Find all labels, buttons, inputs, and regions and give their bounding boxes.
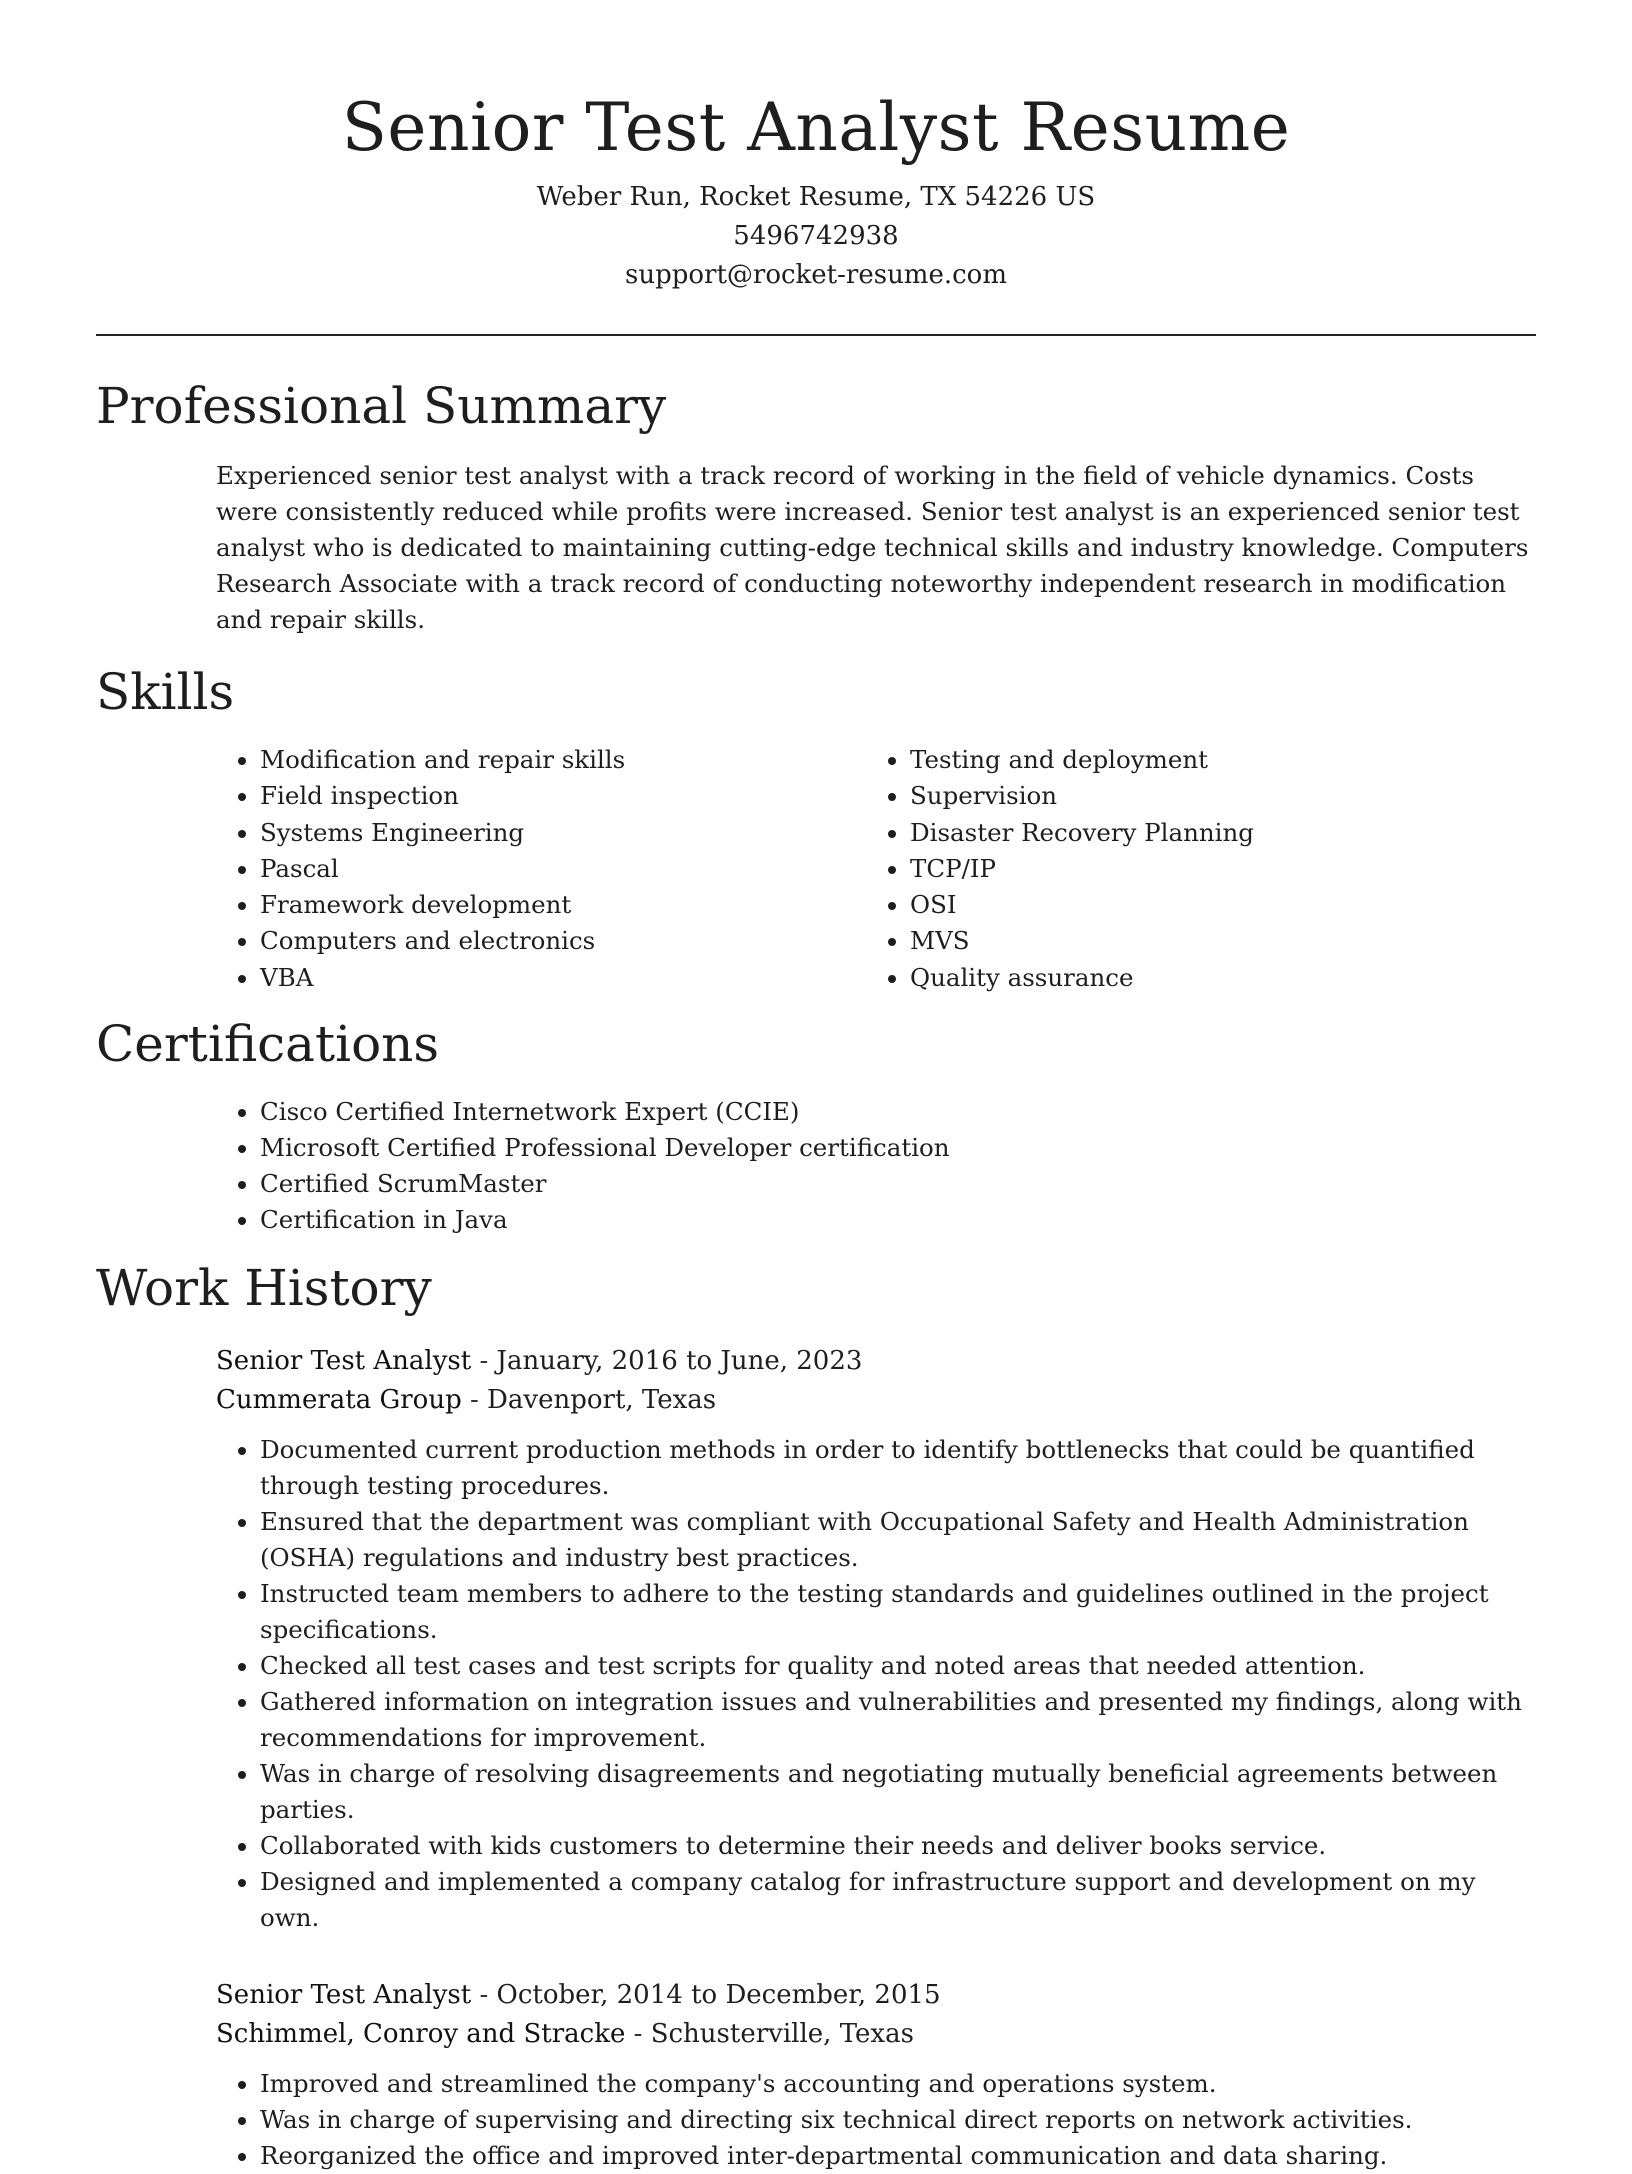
job-bullet: • Improved and streamlined the company's accounting and operations system. <box>260 2066 1536 2102</box>
summary-text: Experienced senior test analyst with a track record of working in the field of vehicle dynamics. Costs were consistently reduced while profits were increased. Senior test analyst is an experienced senior test analyst who is dedicated to maintaining cutting-edge technical skills and industry knowledge. Computers Research Associate with a track record of conducting noteworthy independent research in modification and repair skills. <box>216 461 1529 634</box>
skills-list-left <box>216 742 866 996</box>
job-entry <box>216 1976 1536 2174</box>
certifications-list <box>216 1094 1536 1238</box>
skills-list-right <box>866 742 1516 996</box>
skills-section <box>96 660 1536 996</box>
skills-heading: Skills <box>96 663 235 721</box>
page-title: Senior Test Analyst Resume <box>341 89 1291 166</box>
work-history-heading: Work History <box>96 1259 432 1318</box>
resume-page <box>96 0 1536 2174</box>
skills-grid <box>216 742 1536 996</box>
skill-item: • TCP/IP <box>910 851 1516 887</box>
job-bullet: • Documented current production methods in order to identify bottlenecks that could be quantified through testing procedures. <box>260 1432 1536 1504</box>
job-company: Schimmel, Conroy and Stracke <box>216 2019 626 2050</box>
contact-address: Weber Run, Rocket Resume, TX 54226 US <box>536 182 1096 212</box>
contact-phone: 5496742938 <box>733 221 899 251</box>
job-bullet: • Ensured that the department was compliant with Occupational Safety and Health Administration (OSHA) regulations and industry best practices. <box>260 1504 1536 1576</box>
skill-item: • Computers and electronics <box>260 923 866 959</box>
job-company: Cummerata Group <box>216 1385 462 1416</box>
skill-item: • Field inspection <box>260 778 866 814</box>
skill-item: • Systems Engineering <box>260 815 866 851</box>
job-bullet: • Instructed team members to adhere to the testing standards and guidelines outlined in the project specifications. <box>260 1576 1536 1648</box>
job-bullet: • Collaborated with kids customers to determine their needs and deliver books service. <box>260 1828 1536 1864</box>
resume-header <box>96 86 1536 336</box>
job-bullet: • Reorganized the office and improved inter-departmental communication and data sharing. <box>260 2138 1536 2174</box>
skill-item: • Testing and deployment <box>910 742 1516 778</box>
job-bullet: • Was in charge of resolving disagreements and negotiating mutually beneficial agreements between parties. <box>260 1756 1536 1828</box>
job-bullet: • Gathered information on integration issues and vulnerabilities and presented my findings, along with recommendations for improvement. <box>260 1684 1536 1756</box>
certifications-section <box>96 1012 1536 1238</box>
job-separator: - <box>461 1385 488 1416</box>
certification-item: • Cisco Certified Internetwork Expert (CCIE) <box>260 1094 1536 1130</box>
professional-summary-section <box>96 374 1536 638</box>
job-title-line <box>216 1976 1536 2015</box>
contact-email: support@rocket-resume.com <box>624 260 1007 290</box>
skill-item: • OSI <box>910 887 1516 923</box>
contact-block <box>96 178 1536 295</box>
job-dates: October, 2014 to December, 2015 <box>496 1980 941 2011</box>
summary-heading: Professional Summary <box>96 377 667 435</box>
skill-item: • Disaster Recovery Planning <box>910 815 1516 851</box>
skill-item: • Quality assurance <box>910 960 1516 996</box>
job-company-line <box>216 2015 1536 2054</box>
skill-item: • Framework development <box>260 887 866 923</box>
job-location: Schusterville, Texas <box>650 2019 914 2050</box>
job-bullet-list <box>216 2066 1536 2174</box>
job-dates: January, 2016 to June, 2023 <box>496 1346 863 1377</box>
skills-column-right <box>866 742 1516 996</box>
job-separator: - <box>471 1346 497 1377</box>
job-bullet: • Checked all test cases and test scripts for quality and noted areas that needed attention. <box>260 1648 1536 1684</box>
job-company-line <box>216 1381 1536 1420</box>
skill-item: • Supervision <box>910 778 1516 814</box>
certification-item: • Microsoft Certified Professional Developer certification <box>260 1130 1536 1166</box>
certification-item: • Certified ScrumMaster <box>260 1166 1536 1202</box>
certification-item: • Certification in Java <box>260 1202 1536 1238</box>
work-history-section <box>96 1256 1536 2174</box>
skill-item: • Pascal <box>260 851 866 887</box>
header-divider <box>96 334 1536 336</box>
job-title-line <box>216 1342 1536 1381</box>
job-bullet: • Was in charge of supervising and directing six technical direct reports on network activities. <box>260 2102 1536 2138</box>
certifications-heading: Certifications <box>96 1015 440 1074</box>
job-separator: - <box>625 2019 651 2050</box>
job-location: Davenport, Texas <box>487 1385 717 1416</box>
job-separator: - <box>471 1980 497 2011</box>
skill-item: • Modification and repair skills <box>260 742 866 778</box>
job-bullet-list <box>216 1432 1536 1936</box>
job-title: Senior Test Analyst <box>216 1980 472 2011</box>
skills-column-left <box>216 742 866 996</box>
job-title: Senior Test Analyst <box>216 1346 472 1377</box>
job-entry <box>216 1342 1536 1936</box>
skill-item: • VBA <box>260 960 866 996</box>
skill-item: • MVS <box>910 923 1516 959</box>
job-bullet: • Designed and implemented a company catalog for infrastructure support and development on my own. <box>260 1864 1536 1936</box>
